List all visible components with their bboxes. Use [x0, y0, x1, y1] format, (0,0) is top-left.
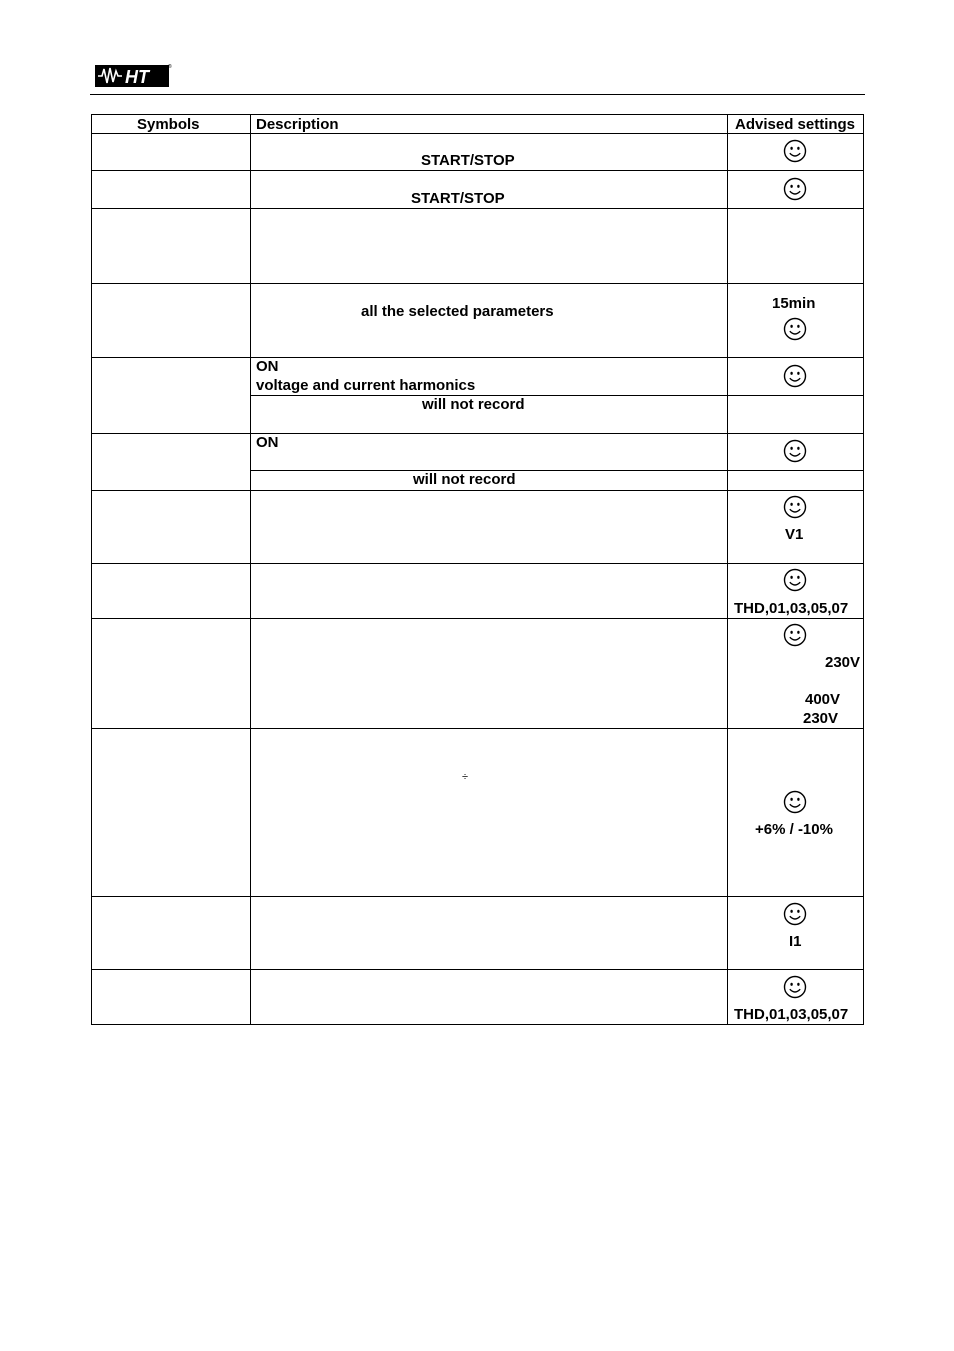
row10-description-divide: ÷ [462, 771, 469, 783]
smiley-icon [783, 495, 807, 519]
header-description: Description [256, 116, 339, 133]
header-symbols: Symbols [137, 116, 200, 133]
smiley-icon [783, 364, 807, 388]
settings-table [91, 114, 864, 1025]
smiley-icon [783, 177, 807, 201]
table-grid-lines [91, 114, 864, 1025]
logo-text: HT [125, 67, 149, 87]
svg-text:®: ® [168, 64, 172, 70]
row12-advised-harmonics: THD,01,03,05,07 [734, 1006, 849, 1023]
row6-description-on: ON [256, 434, 279, 451]
smiley-icon [783, 790, 807, 814]
row8-advised-harmonics: THD,01,03,05,07 [734, 600, 849, 617]
smiley-icon [783, 975, 807, 999]
row1-description-text: START/STOP [421, 152, 515, 169]
smiley-icon [783, 317, 807, 341]
row9-advised-voltage-2: 400V [805, 691, 841, 708]
row5-description-on: ON [256, 358, 279, 375]
row9-advised-voltage-1: 230V [825, 654, 861, 671]
row10-advised-tolerance: +6% / -10% [755, 821, 833, 838]
row2-description-text: START/STOP [411, 190, 505, 207]
smiley-icon [783, 568, 807, 592]
header-rule [90, 94, 865, 95]
row6-description-no-record: will not record [413, 471, 516, 488]
smiley-icon [783, 139, 807, 163]
row7-advised-channel: V1 [785, 526, 804, 543]
row4-description-text: all the selected parameters [361, 303, 554, 320]
row5-description-no-record: will not record [422, 396, 525, 413]
row4-advised-interval: 15min [772, 295, 816, 312]
header-advised-settings: Advised settings [735, 116, 856, 133]
row5-description-harmonics: voltage and current harmonics [256, 377, 476, 394]
row11-advised-channel: I1 [789, 933, 802, 950]
smiley-icon [783, 623, 807, 647]
smiley-icon [783, 902, 807, 926]
row9-advised-voltage-3: 230V [803, 710, 839, 727]
smiley-icon [783, 439, 807, 463]
ht-logo [95, 62, 173, 88]
